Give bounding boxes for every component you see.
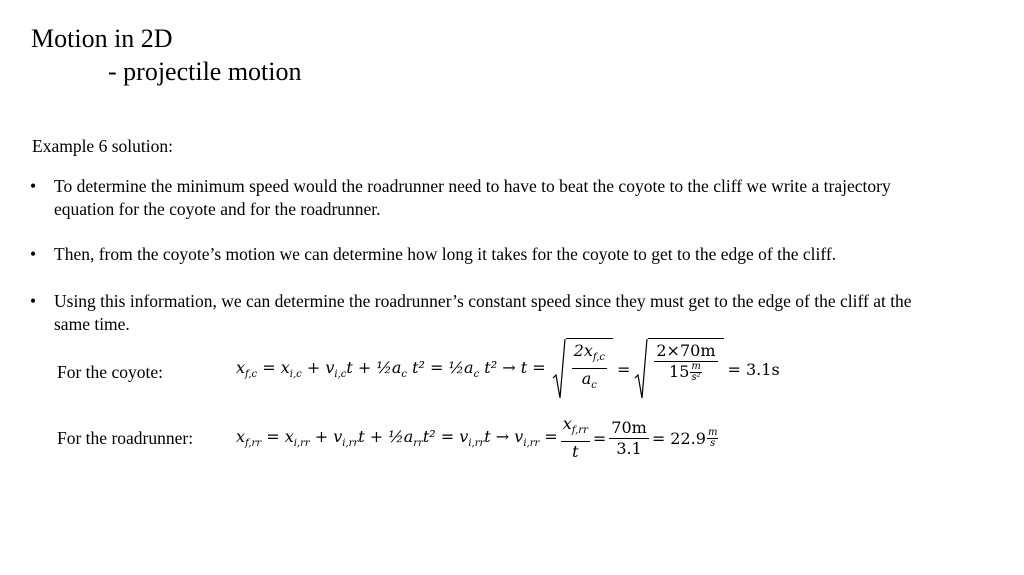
slide-subtitle: - projectile motion bbox=[108, 57, 302, 86]
frac1-denominator: t bbox=[572, 442, 579, 462]
bullet-marker: • bbox=[30, 291, 37, 311]
bullet-item bbox=[30, 175, 924, 221]
frac2-denominator: 3.1 bbox=[616, 438, 642, 458]
bullet-item bbox=[30, 243, 924, 266]
frac1-numerator: $x_{f,rr}$ bbox=[561, 414, 590, 442]
slide-title: Motion in 2D bbox=[31, 24, 173, 53]
bullet-marker: • bbox=[30, 176, 37, 196]
example-heading: Example 6 solution: bbox=[32, 136, 173, 156]
unit-numerator: m bbox=[707, 426, 718, 438]
unit-numerator: m bbox=[691, 361, 701, 372]
roadrunner-result: = 22.9 bbox=[651, 428, 706, 448]
equals-sign: = bbox=[592, 428, 607, 448]
sqrt1-denominator: $a_c$ bbox=[581, 369, 597, 392]
sqrt2-denominator-value: 15 bbox=[669, 362, 690, 381]
roadrunner-equation bbox=[236, 415, 719, 461]
bullet-marker: • bbox=[30, 244, 37, 264]
sqrt1-numerator: $2x_{f,c}$ bbox=[572, 341, 607, 369]
coyote-equation bbox=[236, 334, 780, 404]
bullet-text: Then, from the coyote’s motion we can determine how long it takes for the coyote to get to the edge of the cliff. bbox=[54, 244, 837, 264]
coyote-label: For the coyote: bbox=[57, 362, 163, 382]
coyote-equation-lhs: $x_{f,c} = x_{i,c} + v_{i,c}t$ + $\frac{1}{2}a_c$ $t^2 = \frac{1}{2}a_c$ t² → t = bbox=[236, 357, 546, 381]
unit-denominator: s bbox=[710, 437, 716, 449]
roadrunner-label: For the roadrunner: bbox=[57, 428, 194, 448]
bullet-item bbox=[30, 290, 924, 336]
equals-sign: = bbox=[616, 359, 631, 379]
sqrt2-numerator: 2×70m bbox=[656, 341, 716, 360]
bullet-text: To determine the minimum speed would the roadrunner need to have to beat the coyote to the cliff we write a trajectory equation for the coyote and for the roadrunner. bbox=[54, 176, 891, 219]
sqrt-symbol bbox=[634, 338, 723, 400]
frac2-numerator: 70m bbox=[611, 417, 647, 437]
roadrunner-equation-lhs: $x_{f,rr} = x_{i,rr} + v_{i,rr}t$ + $\frac{1}{2}a_{rr}t^2 = v_{i,rr}t \to v_{i,rr}$ = bbox=[236, 426, 558, 450]
bullet-text: Using this information, we can determine the roadrunner’s constant speed since they must get to the edge of the cliff at the same time. bbox=[54, 291, 912, 334]
coyote-result: = 3.1s bbox=[727, 359, 780, 379]
unit-denominator: s² bbox=[691, 372, 701, 383]
sqrt-symbol bbox=[552, 338, 613, 400]
